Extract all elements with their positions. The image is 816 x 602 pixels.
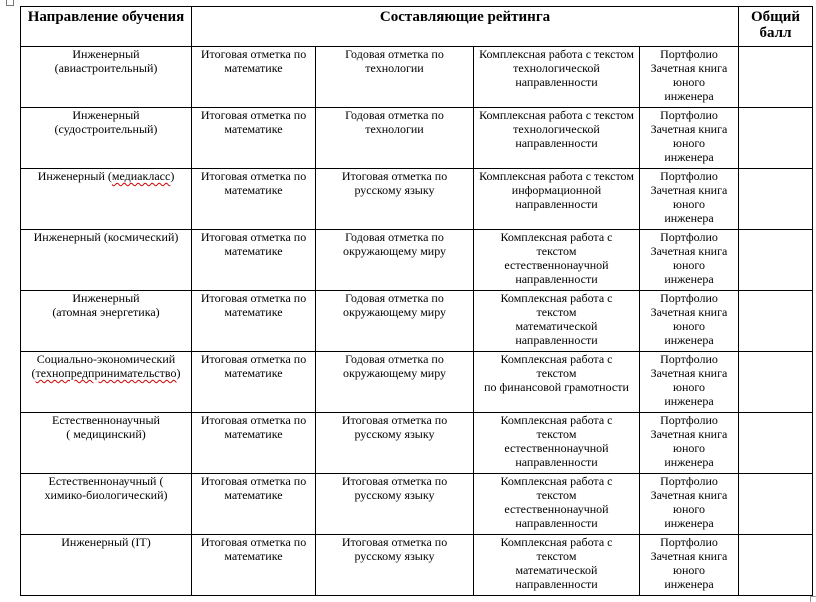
direction-misspelled-word: технопредпринимательство [35,366,177,380]
cell-direction [21,108,192,169]
cell-total[interactable] [739,230,813,291]
table-row [21,291,813,352]
cell-complex [474,108,640,169]
complex-text: Комплексная работа с текстом математической направленности [500,291,613,347]
cell-portfolio [640,230,739,291]
table-row [21,230,813,291]
cell-direction [21,474,192,535]
math-text: Итоговая отметка по математике [200,291,307,319]
direction-suffix: ) [170,169,175,183]
cell-direction [21,169,192,230]
math-text: Итоговая отметка по математике [200,169,307,197]
portfolio-text: Портфолио Зачетная книга юного инженера [650,352,728,408]
portfolio-text: Портфолио Зачетная книга юного инженера [650,474,728,530]
cell-total[interactable] [739,108,813,169]
cell-portfolio [640,47,739,108]
direction-line1: Социально-экономический [36,352,176,366]
cell-total[interactable] [739,413,813,474]
cell-direction [21,352,192,413]
complex-text: Комплексная работа с текстом естественнонаучной направленности [500,230,613,286]
cell-portfolio [640,413,739,474]
direction-text: Инженерный (космический) [33,230,179,244]
cell-math [192,352,316,413]
grade-text: Итоговая отметка по русскому языку [341,535,448,563]
complex-text: Комплексная работа с текстом естественнонаучной направленности [500,413,613,469]
direction-prefix: Инженерный ( [37,169,112,183]
cell-math [192,47,316,108]
cell-total[interactable] [739,474,813,535]
grade-text: Итоговая отметка по русскому языку [341,169,448,197]
direction-text: Инженерный (судостроительный) [54,108,158,136]
table-row [21,474,813,535]
grade-text: Итоговая отметка по русскому языку [341,474,448,502]
portfolio-text: Портфолио Зачетная книга юного инженера [650,413,728,469]
cell-math [192,474,316,535]
cell-complex [474,230,640,291]
table-row [21,169,813,230]
cell-total[interactable] [739,352,813,413]
table-move-handle[interactable] [6,0,14,6]
cell-direction [21,230,192,291]
portfolio-text: Портфолио Зачетная книга юного инженера [650,108,728,164]
cell-total[interactable] [739,47,813,108]
cell-total[interactable] [739,169,813,230]
cell-direction [21,47,192,108]
portfolio-text: Портфолио Зачетная книга юного инженера [650,230,728,286]
cell-total[interactable] [739,535,813,596]
direction-text: Естественнонаучный ( медицинский) [52,413,160,441]
cell-portfolio [640,291,739,352]
direction-misspelled-word: медиакласс [111,169,171,183]
direction-suffix: ) [176,366,181,380]
grade-text: Годовая отметка по окружающему миру [342,230,447,258]
table-row [21,108,813,169]
direction-prefix: ( [31,366,36,380]
cell-complex [474,352,640,413]
complex-text: Комплексная работа с текстом естественнонаучной направленности [500,474,613,530]
cell-complex [474,535,640,596]
cell-direction [21,413,192,474]
cell-portfolio [640,535,739,596]
portfolio-text: Портфолио Зачетная книга юного инженера [650,169,728,225]
cell-complex [474,291,640,352]
table-row [21,47,813,108]
cell-grade [316,535,474,596]
cell-math [192,535,316,596]
complex-text: Комплексная работа с текстом информационной направленности [479,169,634,211]
cell-math [192,230,316,291]
cell-portfolio [640,352,739,413]
portfolio-text: Портфолио Зачетная книга юного инженера [650,47,728,103]
cell-direction [21,535,192,596]
cell-complex [474,413,640,474]
cell-grade [316,474,474,535]
cell-grade [316,108,474,169]
cell-complex [474,474,640,535]
header-direction: Направление обучения [21,7,192,47]
table-row [21,413,813,474]
cell-portfolio [640,474,739,535]
rating-table [20,6,813,596]
cell-grade [316,47,474,108]
grade-text: Годовая отметка по технологии [345,108,444,136]
header-components: Составляющие рейтинга [192,7,739,47]
direction-text: Инженерный (IT) [61,535,151,549]
direction-text: Естественнонаучный ( химико-биологический) [44,474,168,502]
grade-text: Годовая отметка по окружающему миру [342,352,447,380]
complex-text: Комплексная работа с текстом по финансовой грамотности [484,352,629,394]
math-text: Итоговая отметка по математике [200,474,307,502]
cell-total[interactable] [739,291,813,352]
table-row [21,535,813,596]
cell-grade [316,413,474,474]
cell-math [192,291,316,352]
cell-portfolio [640,169,739,230]
cell-direction [21,291,192,352]
complex-text: Комплексная работа с текстом технологической направленности [479,108,634,150]
math-text: Итоговая отметка по математике [200,352,307,380]
cell-math [192,413,316,474]
grade-text: Итоговая отметка по русскому языку [341,413,448,441]
complex-text: Комплексная работа с текстом математической направленности [500,535,613,591]
cell-grade [316,169,474,230]
cell-complex [474,47,640,108]
header-total: Общий балл [739,7,813,47]
math-text: Итоговая отметка по математике [200,47,307,75]
cell-complex [474,169,640,230]
table-row [21,352,813,413]
direction-text: Инженерный (авиастроительный) [54,47,158,75]
portfolio-text: Портфолио Зачетная книга юного инженера [650,535,728,591]
cell-grade [316,291,474,352]
complex-text: Комплексная работа с текстом технологической направленности [479,47,634,89]
grade-text: Годовая отметка по окружающему миру [342,291,447,319]
table-resize-handle[interactable] [810,596,816,602]
grade-text: Годовая отметка по технологии [345,47,444,75]
table-header-row [21,7,813,47]
math-text: Итоговая отметка по математике [200,108,307,136]
math-text: Итоговая отметка по математике [200,230,307,258]
direction-text: Инженерный (атомная энергетика) [52,291,160,319]
math-text: Итоговая отметка по математике [200,413,307,441]
cell-math [192,108,316,169]
cell-grade [316,230,474,291]
portfolio-text: Портфолио Зачетная книга юного инженера [650,291,728,347]
cell-math [192,169,316,230]
cell-grade [316,352,474,413]
cell-portfolio [640,108,739,169]
math-text: Итоговая отметка по математике [200,535,307,563]
